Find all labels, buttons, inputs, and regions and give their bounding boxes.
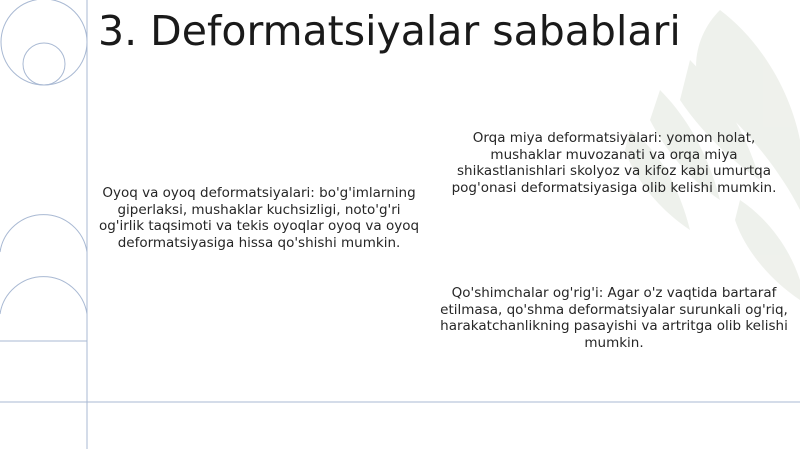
text-block-spine-deformities: Orqa miya deformatsiyalari: yomon holat, mushaklar muvozanati va orqa miya shikastlanishlari skolyoz va kifoz kabi umurtqa pog'onasi deformatsiyasiga olib kelishi mumkin. [451,130,777,196]
arch-outline-icon [0,277,87,314]
circle-outline-small-icon [23,43,65,85]
slide-title: 3. Deformatsiyalar sabablari [98,7,681,55]
text-block-joint-pain: Qo'shimchalar og'rig'i: Agar o'z vaqtida bartaraf etilmasa, qo'shma deformatsiyalar surunkali og'riq, harakatchanlikning pasayishi va artritga olib kelishi mumkin. [440,285,788,351]
text-block-foot-deformities: Oyoq va oyoq deformatsiyalari: bo'g'imlarning giperlaksi, mushaklar kuchsizligi, noto'g'ri og'irlik taqsimoti va tekis oyoqlar oyoq va oyoq deformatsiyasiga hissa qo'shishi mumkin. [98,185,420,251]
arch-outline-icon [0,215,87,449]
